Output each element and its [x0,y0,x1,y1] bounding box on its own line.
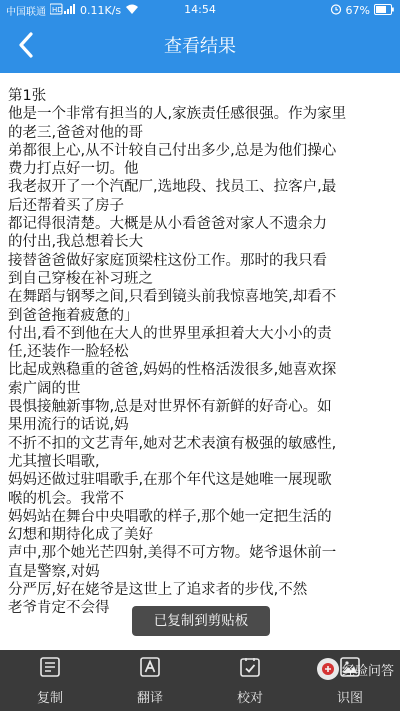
battery-percent: 67% [345,4,370,17]
text-line: 付出,看不到他在大人的世界里承担着大大小小的责 [8,325,332,342]
battery-icon [374,4,394,18]
translate-icon [138,655,162,683]
text-line: 喉的机会。我常不 [8,490,124,507]
text-line: 畏惧接触新事物,总是对世界怀有新鲜的好奇心。如 [8,399,332,416]
proofread-icon [238,655,262,683]
svg-text:HD: HD [52,6,63,14]
text-line: 费力打点好一切。他 [8,161,139,178]
wifi-icon [125,4,139,18]
text-line: 果用流行的话说,妈 [8,417,129,434]
status-bar-left [6,3,139,18]
text-line: 后还帮着买了房子 [8,197,124,214]
text-line: 到自己穿梭在补习班之 [8,270,153,287]
text-line: 的付出,我总想着长大 [8,234,144,251]
chevron-left-icon [16,31,36,63]
status-bar-right [330,3,394,18]
translate-button[interactable] [105,650,195,711]
watermark [317,658,394,680]
text-line: 妈妈还做过驻唱歌手,在那个年代这是她唯一展现歌 [8,472,332,489]
text-line: 比起成熟稳重的爸爸,妈妈的性格活泼很多,她喜欢探 [8,362,337,379]
text-line: 幻想和期待化成了美好 [8,527,153,544]
recognized-text[interactable] [8,87,392,657]
text-line: 我老叔开了一个汽配厂,选地段、找员工、拉客户,最 [8,179,337,196]
copy-button[interactable] [5,650,95,711]
text-line: 接替爸爸做好家庭顶梁柱这份工作。那时的我只看 [8,252,327,269]
text-line: 到爸爸拖着疲惫的」 [8,307,139,324]
proofread-button[interactable] [205,650,295,711]
watermark-text: 经验问答 [341,663,394,679]
text-line: 老爷肯定不会得 [8,600,110,617]
text-line: 索广阔的世 [8,380,81,397]
copied-toast: 已复制到剪贴板 [132,606,270,636]
net-speed: 0.11K/s [80,4,122,17]
back-button[interactable] [0,21,52,73]
hd-signal-icon [50,3,76,18]
text-line: 尤其擅长唱歌, [8,453,100,470]
alarm-icon [330,3,342,18]
text-line: 妈妈站在舞台中央唱歌的样子,那个她一定把生活的 [8,508,332,525]
proofread-label: 校对 [236,691,263,706]
text-line: 弟都很上心,从不计较自己付出多少,总是为他们操心 [8,142,337,159]
translate-label: 翻译 [136,691,163,706]
copy-icon [38,655,62,683]
app-header [0,21,400,73]
text-line: 分严厉,好在姥爷是这世上了追求者的步伐,不然 [8,582,308,599]
text-line: 直是警察,对妈 [8,563,100,580]
text-line: 都记得很清楚。大概是从小看爸爸对家人不遗余力 [8,216,327,233]
toutiao-logo-icon [317,658,339,680]
text-line: 他是一个非常有担当的人,家族责任感很强。作为家里 [8,106,347,123]
status-bar [0,0,400,21]
page-title: 查看结果 [164,36,236,57]
text-line: 任,还装作一脸轻松 [8,344,129,361]
carrier-label: 中国联通 [6,7,46,18]
text-line: 不折不扣的文艺青年,她对艺术表演有极强的敏感性, [8,435,337,452]
text-line: 第1张 [8,88,47,104]
text-line: 的老三,爸爸对他的哥 [8,124,144,141]
status-time: 14:54 [184,3,216,16]
copy-label: 复制 [36,691,63,706]
text-line: 在舞蹈与钢琴之间,只看到镜头前我惊喜地笑,却看不 [8,289,337,306]
text-line: 声中,那个她光芒四射,美得不可方物。姥爷退休前一 [8,545,337,562]
image-recognize-label: 识图 [336,691,363,706]
